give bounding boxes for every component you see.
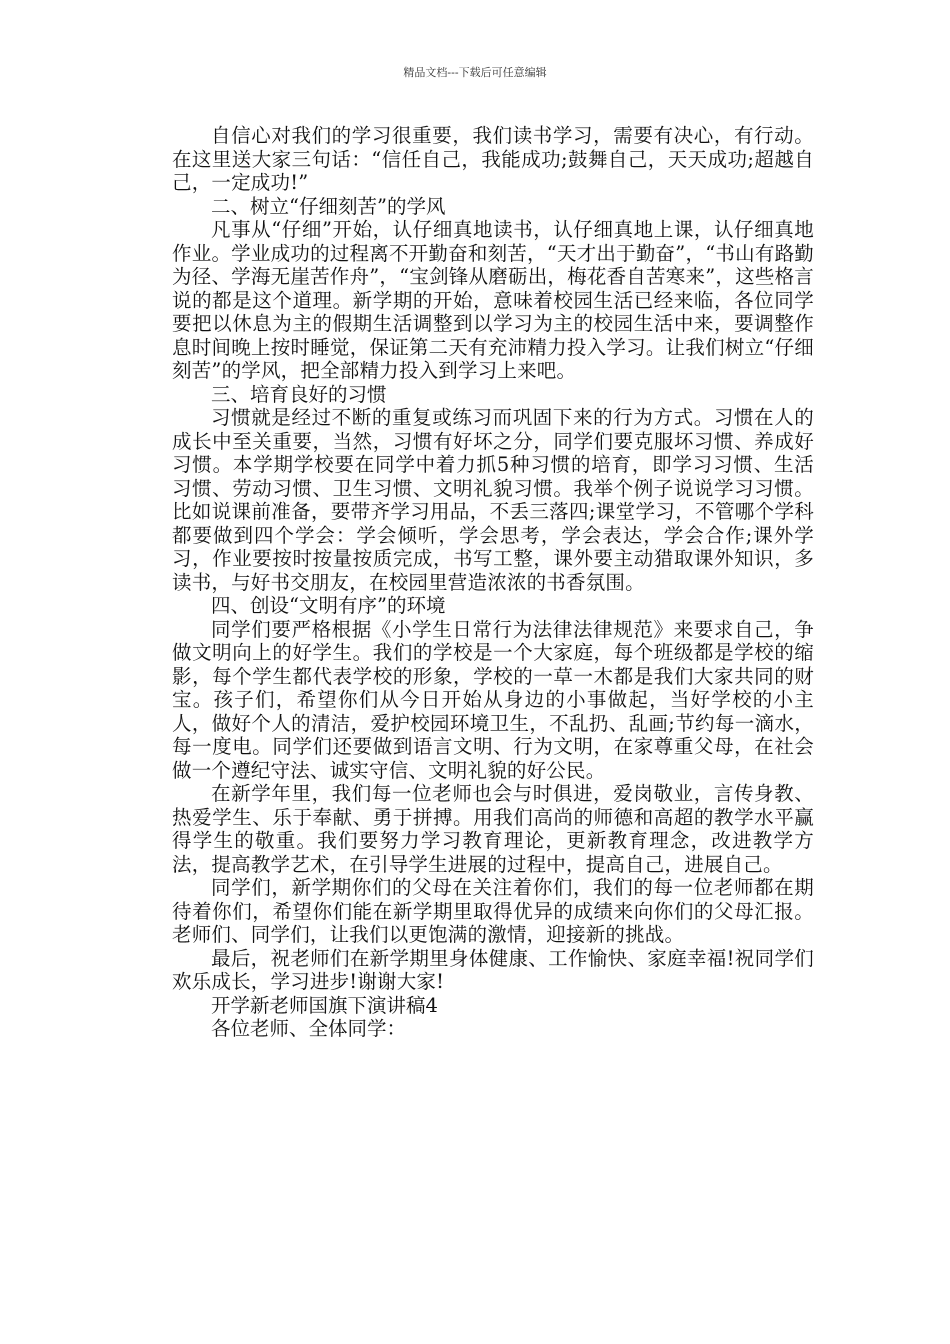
paragraph-confidence: 自信心对我们的学习很重要，我们读书学习，需要有决心，有行动。在这里送大家三句话：“信任自己，我能成功;鼓舞自己，天天成功;超越自己，一定成功!” [172, 124, 814, 194]
section-heading-habits: 三、培育良好的习惯 [211, 382, 387, 406]
paragraph-study-style: 凡事从“仔细”开始，认仔细真地读书，认仔细真地上课，认仔细真地作业。学业成功的过程离不开勤奋和刻苦，“天才出于勤奋”，“书山有路勤为径、学海无崖苦作舟”，“宝剑锋从磨砺出，梅花香自苦寒来”，这些格言说的都是这个道理。新学期的开始，意味着校园生活已经来临，各位同学要把以休息为主的假期生活调整到以学习为主的校园生活中来，要调整作息时间晚上按时睡觉，保证第二天有充沛精力投入学习。让我们树立“仔细刻苦”的学风，把全部精力投入到学习上来吧。 [172, 218, 814, 382]
page-header: 精品文档---下载后可任意编辑 [403, 66, 547, 79]
paragraph-environment: 同学们要严格根据《小学生日常行为法律法律规范》来要求自己，争做文明向上的好学生。我们的学校是一个大家庭，每个班级都是学校的缩影，每个学生都代表学校的形象，学校的一草一木都是我们大家共同的财宝。孩子们，希望你们从今日开始从身边的小事做起，当好学校的小主人，做好个人的清洁，爱护校园环境卫生，不乱扔、乱画;节约每一滴水，每一度电。同学们还要做到语言文明、行为文明，在家尊重父母，在社会做一个遵纪守法、诚实守信、文明礼貌的好公民。 [172, 617, 814, 782]
paragraph-closing: 最后，祝老师们在新学期里身体健康、工作愉快、家庭幸福!祝同学们欢乐成长，学习进步!谢谢大家! [172, 946, 814, 993]
section-heading-environment: 四、创设“文明有序”的环境 [211, 594, 446, 617]
document-body [172, 124, 814, 1041]
section-heading-study-style: 二、树立“仔细刻苦”的学风 [211, 194, 446, 218]
paragraph-habits: 习惯就是经过不断的重复或练习而巩固下来的行为方式。习惯在人的成长中至关重要，当然，习惯有好坏之分，同学们要克服坏习惯、养成好习惯。本学期学校要在同学中着力抓5种习惯的培育，即学习习惯、生活习惯、劳动习惯、卫生习惯、文明礼貌习惯。我举个例子说说学习习惯。比如说课前准备，要带齐学习用品，不丢三落四;课堂学习，不管哪个学科都要做到四个学会：学会倾听，学会思考，学会表达，学会合作;课外学习，作业要按时按量按质完成，书写工整，课外要主动猎取课外知识，多读书，与好书交朋友，在校园里营造浓浓的书香氛围。 [172, 406, 814, 594]
speech-greeting: 各位老师、全体同学： [211, 1017, 407, 1040]
speech-title: 开学新老师国旗下演讲稿4 [211, 993, 438, 1017]
paragraph-parents: 同学们，新学期你们的父母在关注着你们，我们的每一位老师都在期待着你们，希望你们能在新学期里取得优异的成绩来向你们的父母汇报。老师们、同学们，让我们以更饱满的激情，迎接新的挑战。 [172, 876, 814, 946]
paragraph-teachers: 在新学年里，我们每一位老师也会与时俱进，爱岗敬业，言传身教、热爱学生、乐于奉献、勇于拼搏。用我们高尚的师德和高超的教学水平赢得学生的敬重。我们要努力学习教育理论，更新教育理念，改进教学方法，提高教学艺术，在引导学生进展的过程中，提高自己，进展自己。 [172, 782, 814, 876]
